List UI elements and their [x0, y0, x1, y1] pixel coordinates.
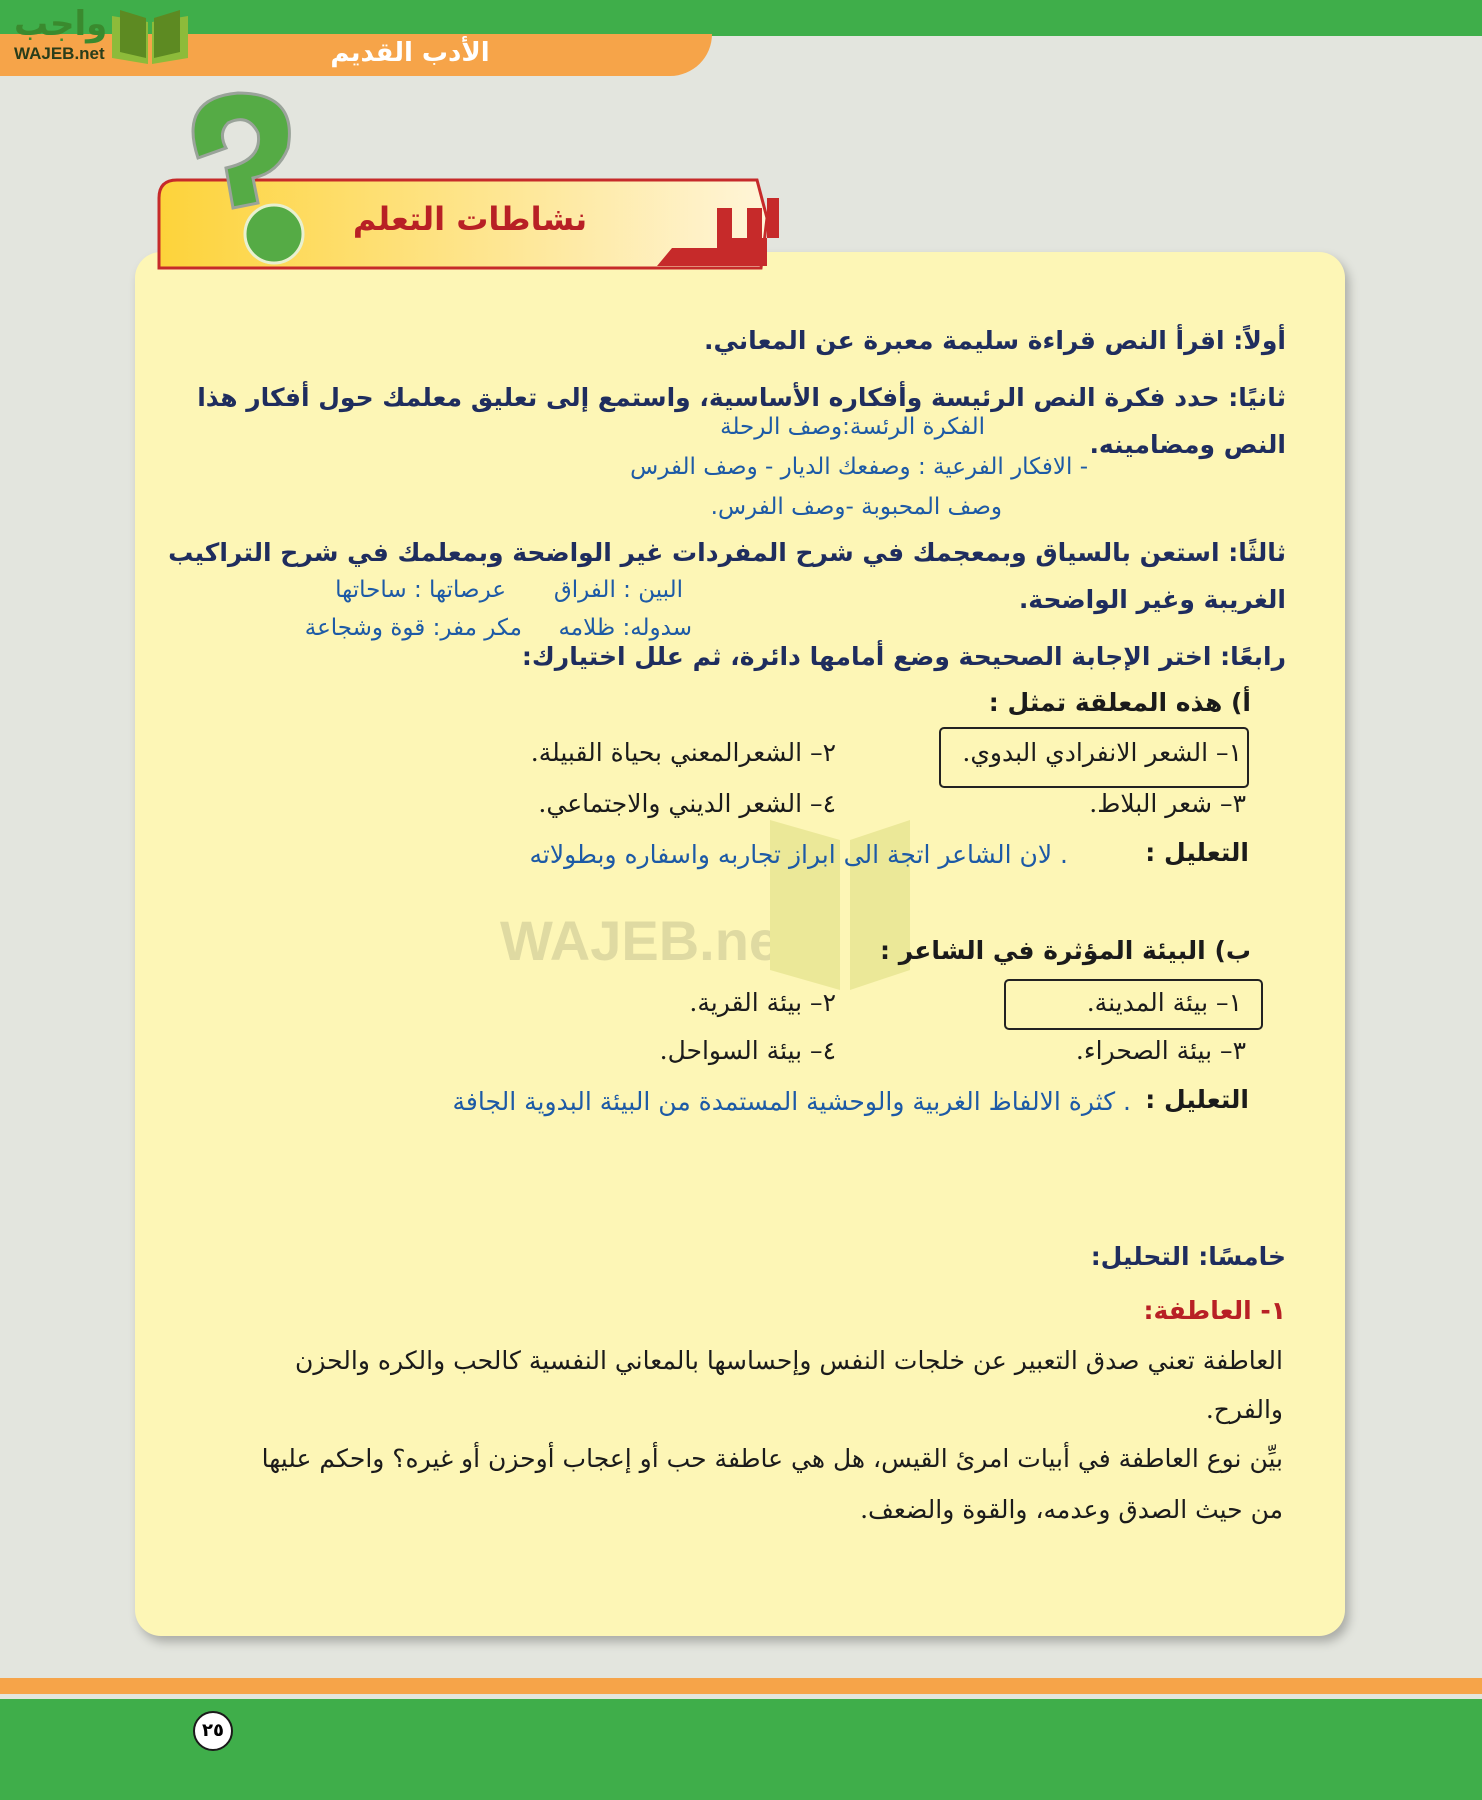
reason-answer-b: . كثرة الالفاظ الغربية والوحشية المستمدة من البيئة البدوية الجافة: [452, 1087, 1131, 1116]
top-green-bar: [0, 0, 1482, 36]
reason-label-a: التعليل :: [1145, 838, 1249, 867]
question-mark-icon: [178, 88, 308, 266]
answer-main-idea: الفكرة الرئسة:وصف الرحلة: [720, 414, 985, 440]
unit-title: الأدب القديم: [330, 38, 490, 68]
answer-sub-ideas-cont: وصف المحبوبة -وصف الفرس.: [710, 494, 1002, 520]
option-b4[interactable]: ٤– بيئة السواحل.: [659, 1036, 836, 1065]
paragraph-line: والفرح.: [1205, 1395, 1283, 1424]
wajeb-logo[interactable]: [10, 4, 190, 68]
question-3-line2: الغريبة وغير الواضحة.: [1018, 585, 1286, 614]
section-title: نشاطات التعلم: [352, 200, 588, 238]
emotion-subheading: ١- العاطفة:: [1143, 1296, 1286, 1325]
vocab-answer: عرصاتها : ساحاتها: [335, 577, 506, 603]
paragraph-line: من حيث الصدق وعدمه، والقوة والضعف.: [860, 1495, 1283, 1524]
part-a-title: أ) هذه المعلقة تمثل :: [988, 688, 1251, 717]
option-a3[interactable]: ٣– شعر البلاط.: [1089, 789, 1246, 818]
question-3-line1: ثالثًا: استعن بالسياق وبمعجمك في شرح المفردات غير الواضحة وبمعلمك في شرح التراكيب: [168, 538, 1286, 567]
logo-english: WAJEB.net: [14, 44, 105, 63]
option-b3[interactable]: ٣– بيئة الصحراء.: [1075, 1036, 1246, 1065]
option-b2[interactable]: ٢– بيئة القرية.: [689, 988, 836, 1017]
page-number: ٢٥: [193, 1711, 233, 1751]
question-2-line1: ثانيًا: حدد فكرة النص الرئيسة وأفكاره الأساسية، واستمع إلى تعليق معلمك حول أفكار هذا: [197, 383, 1286, 412]
question-5: خامسًا: التحليل:: [1090, 1242, 1286, 1271]
question-2-line2: النص ومضامينه.: [1089, 430, 1286, 459]
reason-answer-a: . لان الشاعر اتجة الى ابراز تجاربه واسفاره وبطولاته: [529, 840, 1068, 869]
answer-sub-ideas: - الافكار الفرعية : وصفعك الديار - وصف الفرس: [630, 454, 1088, 480]
question-1: أولاً: اقرأ النص قراءة سليمة معبرة عن المعاني.: [704, 326, 1286, 355]
option-b1[interactable]: ١– بيئة المدينة.: [1086, 988, 1242, 1017]
vocab-answer: سدوله: ظلامه: [558, 615, 692, 641]
reason-label-b: التعليل :: [1145, 1085, 1249, 1114]
bottom-orange-bar: [0, 1678, 1482, 1694]
part-b-title: ب) البيئة المؤثرة في الشاعر :: [880, 936, 1251, 965]
option-a1[interactable]: ١– الشعر الانفرادي البدوي.: [962, 738, 1242, 767]
option-a2[interactable]: ٢– الشعرالمعني بحياة القبيلة.: [530, 738, 836, 767]
vocab-answer: مكر مفر: قوة وشجاعة: [304, 615, 522, 641]
vocab-answer: البين : الفراق: [553, 577, 683, 603]
logo-arabic: واجب: [14, 4, 108, 44]
paragraph-line: بيِّن نوع العاطفة في أبيات امرئ القيس، هل هي عاطفة حب أو إعجاب أوحزن أو غيره؟ واحكم عليها: [261, 1444, 1283, 1473]
paragraph-line: العاطفة تعني صدق التعبير عن خلجات النفس وإحساسها بالمعاني النفسية كالحب والكره والحزن: [294, 1346, 1283, 1375]
svg-text:WAJEB.net: WAJEB.net: [500, 909, 799, 972]
book-icon: [108, 8, 192, 66]
question-4: رابعًا: اختر الإجابة الصحيحة وضع أمامها دائرة، ثم علل اختيارك:: [521, 642, 1286, 671]
option-a4[interactable]: ٤– الشعر الديني والاجتماعي.: [538, 789, 836, 818]
